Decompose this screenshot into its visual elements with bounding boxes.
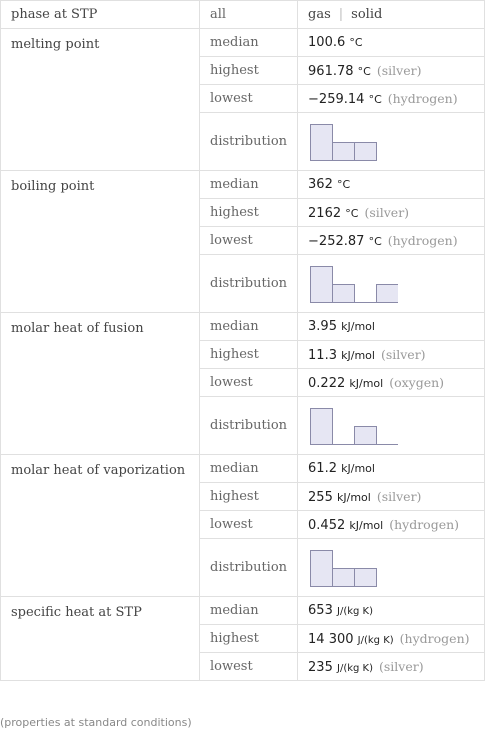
stat-label: highest [200, 483, 298, 511]
stat-label: distribution [200, 397, 298, 455]
stat-label: highest [200, 341, 298, 369]
stat-label: distribution [200, 113, 298, 171]
boiling-median-value: 362 °C [298, 171, 485, 199]
histogram-bar [311, 550, 333, 586]
melting-median-value: 100.6 °C [298, 29, 485, 57]
fusion-lowest-value: 0.222 kJ/mol (oxygen) [298, 369, 485, 397]
fusion-label: molar heat of fusion [1, 313, 200, 455]
vaporization-median-value: 61.2 kJ/mol [298, 455, 485, 483]
vaporization-median-row [1, 455, 485, 483]
stat-label: highest [200, 57, 298, 85]
fusion-distribution-cell [298, 397, 485, 455]
boiling-median-row [1, 171, 485, 199]
histogram-bar [333, 142, 355, 160]
histogram-bar [377, 284, 399, 302]
boiling-highest-value: 2162 °C (silver) [298, 199, 485, 227]
stat-label: lowest [200, 369, 298, 397]
fusion-median-row [1, 313, 485, 341]
header-solid: solid [351, 7, 383, 22]
boiling-lowest-value: −252.87 °C (hydrogen) [298, 227, 485, 255]
stat-label: lowest [200, 227, 298, 255]
melting-lowest-value: −259.14 °C (hydrogen) [298, 85, 485, 113]
stat-label: distribution [200, 539, 298, 597]
histogram-bar [355, 568, 377, 586]
histogram-bar [311, 266, 333, 302]
specific-heat-highest-value: 14 300 J/(kg K) (hydrogen) [298, 625, 485, 653]
vaporization-label: molar heat of vaporization [1, 455, 200, 597]
header-gas: gas [308, 7, 331, 22]
stat-label: highest [200, 199, 298, 227]
histogram-bar [333, 284, 355, 302]
stat-label: median [200, 313, 298, 341]
melting-median-row [1, 29, 485, 57]
stat-label: highest [200, 625, 298, 653]
melting-highest-value: 961.78 °C (silver) [298, 57, 485, 85]
specific-heat-median-value: 653 J/(kg K) [298, 597, 485, 625]
histogram-bar [311, 408, 333, 444]
header-phase: phase at STP [1, 1, 200, 29]
vaporization-distribution-cell [298, 539, 485, 597]
specific-heat-label: specific heat at STP [1, 597, 200, 681]
melting-distribution-cell [298, 113, 485, 171]
stat-label: distribution [200, 255, 298, 313]
footnote: (properties at standard conditions) [0, 716, 192, 729]
boiling-histogram [308, 263, 398, 305]
stat-label: median [200, 455, 298, 483]
header-phases [298, 1, 485, 29]
header-all: all [200, 1, 298, 29]
boiling-distribution-cell [298, 255, 485, 313]
melting-point-label: melting point [1, 29, 200, 171]
specific-heat-lowest-value: 235 J/(kg K) (silver) [298, 653, 485, 681]
fusion-histogram [308, 405, 398, 447]
header-row [1, 1, 485, 29]
vaporization-lowest-value: 0.452 kJ/mol (hydrogen) [298, 511, 485, 539]
histogram-bar [333, 568, 355, 586]
stat-label: lowest [200, 653, 298, 681]
histogram-bar [355, 426, 377, 444]
stat-label: lowest [200, 511, 298, 539]
fusion-median-value: 3.95 kJ/mol [298, 313, 485, 341]
stat-label: median [200, 29, 298, 57]
specific-heat-median-row [1, 597, 485, 625]
stat-label: lowest [200, 85, 298, 113]
histogram-bar [311, 124, 333, 160]
melting-histogram [308, 121, 398, 163]
vaporization-histogram [308, 547, 398, 589]
fusion-highest-value: 11.3 kJ/mol (silver) [298, 341, 485, 369]
stat-label: median [200, 597, 298, 625]
header-separator: | [338, 7, 344, 22]
vaporization-highest-value: 255 kJ/mol (silver) [298, 483, 485, 511]
stat-label: median [200, 171, 298, 199]
boiling-point-label: boiling point [1, 171, 200, 313]
histogram-bar [355, 142, 377, 160]
